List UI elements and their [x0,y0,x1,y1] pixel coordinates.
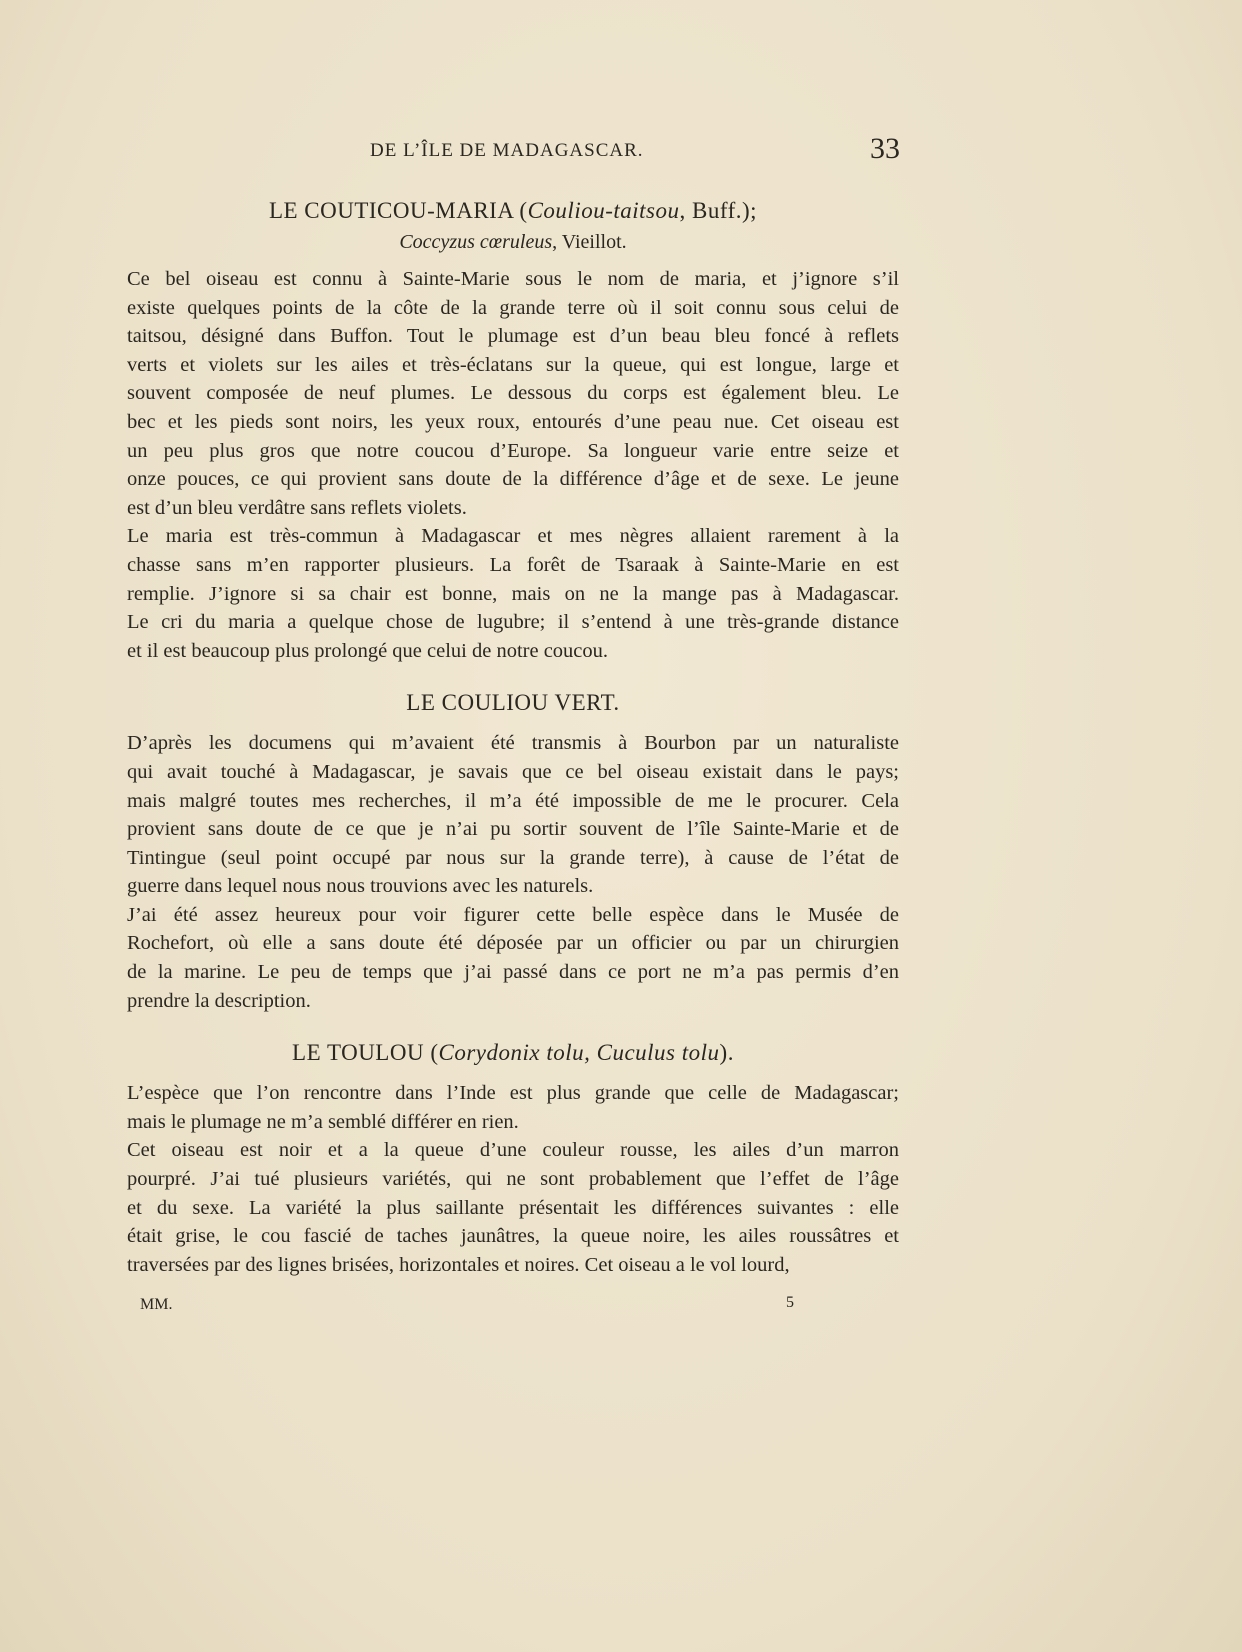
text-line: J’ai été assez heureux pour voir figurer cette belle espèce dans le Musée de [127,903,899,926]
heading-italic: Corydonix tolu, Cuculus tolu [438,1040,720,1066]
text-line: provient sans doute de ce que je n’ai pu sortir souvent de l’île Sainte-Marie et de [127,818,899,841]
text-line: bec et les pieds sont noirs, les yeux roux, entourés d’une peau nue. Cet oiseau est [127,410,899,433]
text-line: chasse sans m’en rapporter plusieurs. La forêt de Tsaraak à Sainte-Marie en est [127,553,899,576]
text-line: qui avait touché à Madagascar, je savais que ce bel oiseau existait dans le pays; [127,760,899,783]
spacer [127,1015,899,1037]
folio-mark: 5 [786,1294,794,1311]
text-line: Cet oiseau est noir et a la queue d’une couleur rousse, les ailes d’un marron [127,1139,899,1162]
spacer [127,719,899,729]
text-line: existe quelques points de la côte de la grande terre où il soit connu sous celui de [127,296,899,319]
text-line: était grise, le cou fascié de taches jaunâtres, la queue noire, les ailes roussâtres et [127,1225,899,1248]
text-line: taitsou, désigné dans Buffon. Tout le plumage est d’un beau bleu foncé à reflets [127,325,899,348]
paragraph [127,265,899,522]
subheading-tail: , Vieillot. [552,231,627,253]
text-line: de la marine. Le peu de temps que j’ai passé dans ce port ne m’a pas permis d’en [127,961,899,984]
subheading-italic: Coccyzus cœruleus [399,231,553,253]
spacer [127,665,899,687]
body-text [127,195,899,1279]
text-line: mais malgré toutes mes recherches, il m’a été impossible de me le procurer. Cela [127,789,899,812]
text-line: est d’un bleu verdâtre sans reflets violets. [127,496,467,519]
text-line: et il est beaucoup plus prolongé que celui de notre coucou. [127,639,609,662]
text-line: pourpré. J’ai tué plusieurs variétés, qui ne sont probablement que l’effet de l’âge [127,1168,899,1191]
text-line: verts et violets sur les ailes et très-éclatans sur la queue, qui est longue, large et [127,353,899,376]
text-line: et du sexe. La variété la plus saillante présentait les différences suivantes : elle [127,1196,899,1219]
text-line: guerre dans lequel nous nous trouvions avec les naturels. [127,875,594,898]
paragraph [127,1136,899,1279]
text-line: traversées par des lignes brisées, horizontales et noires. Cet oiseau a le vol lourd, [127,1253,790,1276]
page-number: 33 [870,132,900,165]
text-line: remplie. J’ignore si sa chair est bonne, mais on ne la mange pas à Madagascar. [127,582,899,605]
section-heading-toulou [127,1037,899,1069]
text-line: Tintingue (seul point occupé par nous sur la grande terre), à cause de l’état de [127,846,899,869]
signature-mark: MM. [140,1296,173,1313]
section-subheading [127,227,899,257]
heading-main: LE COUTICOU-MARIA ( [268,198,528,223]
running-head [0,128,1242,168]
paragraph [127,901,899,1015]
text-line: prendre la description. [127,989,311,1012]
text-line: Le cri du maria a quelque chose de lugubre; il s’entend à une très-grande distance [127,611,899,634]
heading-main: LE TOULOU ( [292,1040,439,1066]
text-line: souvent composée de neuf plumes. Le dessous du corps est également bleu. Le [127,382,899,405]
running-head-title: DE L’ÎLE DE MADAGASCAR. [370,140,644,161]
text-line: Rochefort, où elle a sans doute été déposée par un officier ou par un chirurgien [127,932,899,955]
text-line: L’espèce que l’on rencontre dans l’Inde est plus grande que celle de Madagascar; [127,1082,899,1105]
paragraph [127,729,899,901]
heading-tail: ). [719,1040,734,1066]
text-line: onze pouces, ce qui provient sans doute de la différence d’âge et de sexe. Le jeune [127,468,899,491]
text-line: mais le plumage ne m’a semblé différer en rien. [127,1110,519,1133]
paragraph [127,522,899,665]
text-line: Le maria est très-commun à Madagascar et mes nègres allaient rarement à la [127,525,899,548]
text-line: D’après les documens qui m’avaient été transmis à Bourbon par un naturaliste [127,732,899,755]
page-footer [140,1296,820,1320]
heading-tail: , Buff.); [679,198,758,223]
paragraph [127,1079,899,1136]
section-heading-couticou-maria [127,195,899,227]
text-line: Ce bel oiseau est connu à Sainte-Marie sous le nom de maria, et j’ignore s’il [127,268,899,290]
heading-italic: Couliou-taitsou [527,198,680,223]
text-line: un peu plus gros que notre coucou d’Europe. Sa longueur varie entre seize et [127,439,899,462]
spacer [127,1069,899,1079]
section-heading-couliou-vert: LE COULIOU VERT. [406,690,620,716]
